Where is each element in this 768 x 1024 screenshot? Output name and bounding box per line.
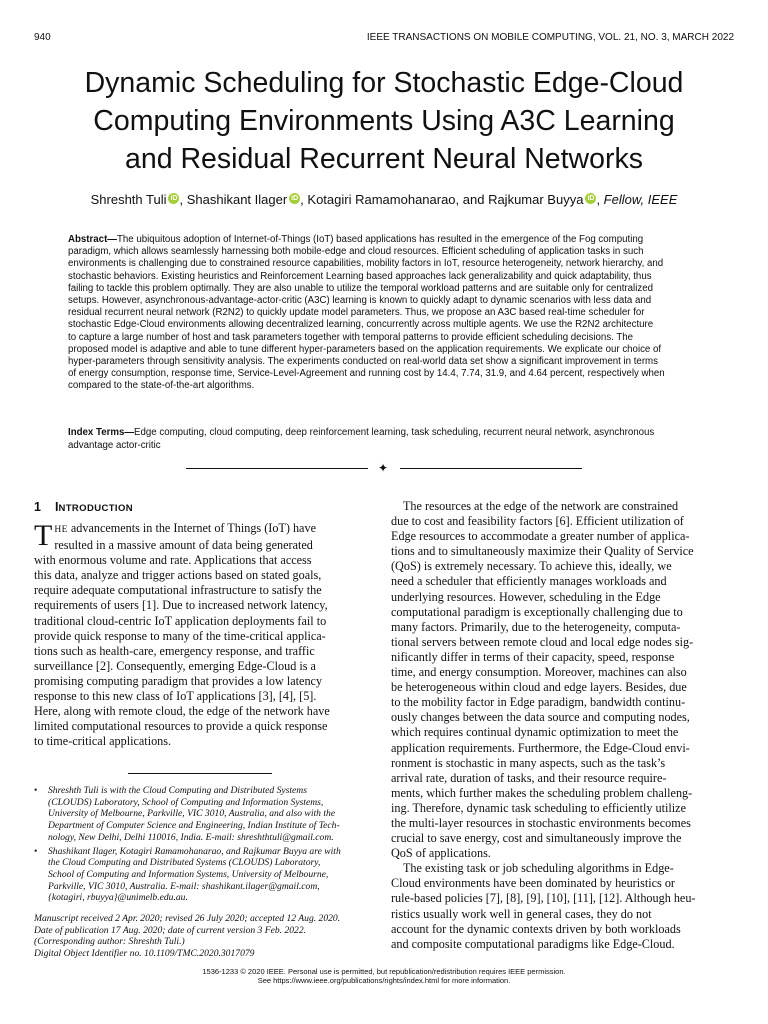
body-line: to time-critical applications.: [34, 734, 172, 749]
abstract-line: residual recurrent neural network (R2N2) to quickly update model parameters. Thus, we propose an A3C based real-time scheduler for: [68, 307, 645, 319]
body-line: account for the dynamic contexts driven by both workloads: [391, 921, 681, 936]
body-line: limited computational resources to provide a quick response: [34, 719, 328, 734]
body-line: HE advancements in the Internet of Things (IoT) have: [54, 521, 316, 535]
body-line: promising computing paradigm that provides a low latency: [34, 673, 323, 688]
abstract-line: stochastic Edge-Cloud environments allowing decentralized learning, concurrently across multiple agents. We use the R2N2 architecture: [68, 319, 654, 331]
abstract-line: Abstract—The ubiquitous adoption of Internet-of-Things (IoT) based applications has resulted in the emergence of the Fog computing: [68, 234, 644, 245]
author-list: [20, 191, 748, 209]
body-line: application requirements. Furthermore, the Edge-Cloud envi-: [391, 740, 690, 755]
left-column-body: [34, 521, 377, 749]
abstract-line: compared to the state-of-the-art algorithms.: [68, 380, 255, 392]
body-line: tions such as health-care, emergency response, and traffic: [34, 643, 315, 658]
body-line: The existing task or job scheduling algorithms in Edge-: [391, 861, 674, 876]
footnote-line: Department of Computer Science and Engineering, Indian Institute of Tech-: [48, 820, 340, 832]
body-line: be heterogeneous within cloud and edge layers. Besides, due: [391, 680, 687, 695]
footnote-line: {kotagiri, rbuyya}@unimelb.edu.au.: [48, 892, 188, 904]
abstract-label: Abstract—: [68, 234, 117, 245]
body-line: nificantly differ in terms of their capacity, speed, response: [391, 649, 675, 664]
body-line: Edge resources to accommodate a greater number of applica-: [391, 529, 690, 544]
abstract-line: environments is challenging due to constrained resource capabilities, mobility factors in IoT, resource heterogeneity, network hierarchy, and: [68, 258, 664, 270]
author-separator: ,: [300, 192, 308, 207]
body-line: arrival rate, duration of tasks, and their resource require-: [391, 770, 667, 785]
copyright-line: 1536-1233 © 2020 IEEE. Personal use is permitted, but republication/redistribution requires IEEE permission.: [202, 967, 566, 976]
body-line: due to cost and feasibility factors [6]. Efficient utilization of: [391, 514, 684, 529]
section-title-initial: I: [54, 500, 59, 514]
body-line: ronment is stochastic in many aspects, such as the task’s: [391, 755, 666, 770]
title-line: and Residual Recurrent Neural Networks: [125, 143, 643, 175]
section-title-rest: NTRODUCTION: [58, 503, 134, 514]
footnote-rule: [128, 773, 272, 774]
index-terms: [68, 426, 728, 452]
abstract-line: to capture a large number of host and task parameters together with temporal patterns to provide efficient scheduling decisions. The: [68, 331, 634, 343]
body-line: computational paradigm is exceptionally challenging due to: [391, 604, 683, 619]
body-line: ments, which further makes the scheduling problem challeng-: [391, 785, 693, 800]
body-line: underlying resources. However, scheduling in the Edge: [391, 589, 661, 604]
footnote-line: Parkville, VIC 3010, Australia. E-mail: shashikant.ilager@gmail.com,: [48, 880, 320, 892]
body-line: tions and to simultaneously maximize their Quality of Service: [391, 544, 694, 559]
footnotes: [34, 785, 379, 960]
author-name: Shreshth Tuli: [90, 192, 167, 207]
body-line: crucial to save energy, cost and simultaneously improve the: [391, 831, 682, 846]
bullet-icon: •: [34, 785, 38, 796]
body-line: (QoS) is extremely necessary. To achieve this, ideally, we: [391, 559, 672, 574]
body-line: Cloud environments have been dominated by heuristics or: [391, 876, 675, 891]
author-separator: ,: [179, 192, 187, 207]
abstract-line: stochastic behaviors. Existing heuristics and Reinforcement Learning based approaches lack generalizability and quick adaptability, thus: [68, 270, 652, 282]
body-line: ously changes between the data source and computing nodes,: [391, 710, 690, 725]
body-line: time, and energy consumption. Moreover, machines can also: [391, 665, 687, 680]
body-line: ristics usually work well in general cases, they do not: [391, 906, 652, 921]
paper-title: [20, 64, 748, 178]
body-line: and composite computational paradigms like Edge-Cloud.: [391, 936, 675, 951]
body-line: provide quick response to many of the time-critical applica-: [34, 628, 326, 643]
manuscript-line: (Corresponding author: Shreshth Tuli.): [34, 936, 185, 948]
footnote: [34, 785, 379, 844]
body-line: which requires continual dynamic optimization to meet the: [391, 725, 679, 740]
body-line: to the mobility factor in Edge paradigm, bandwidth continu-: [391, 695, 686, 710]
body-line: ing. Therefore, dynamic task scheduling to efficiently utilize: [391, 800, 687, 815]
author-separator: ,: [596, 192, 604, 207]
body-line: QoS of applications.: [391, 846, 491, 861]
copyright-notice: [0, 967, 768, 985]
page-number: 940: [34, 32, 51, 43]
manuscript-line: Manuscript received 2 Apr. 2020; revised 26 July 2020; accepted 12 Aug. 2020.: [34, 913, 341, 925]
footnote-line: Shashikant Ilager, Kotagiri Ramamohanarao, and Rajkumar Buyya are with: [48, 845, 341, 857]
abstract-line: of energy consumption, response time, Service-Level-Agreement and running cost by 14.4, 7.74, 31.9, and 4.64 percent, respectively when: [68, 368, 665, 380]
body-line: with enormous volume and rate. Applications that access: [34, 553, 312, 568]
footnote-line: Shreshth Tuli is with the Cloud Computing and Distributed Systems: [48, 785, 307, 796]
abstract-line: paradigm, which allows seamlessly harnessing both mobile-edge and cloud resources. Efficient scheduling of application tasks in such: [68, 246, 644, 258]
body-line: this data, analyze and trigger actions based on stated goals,: [34, 568, 322, 583]
section-heading: [34, 500, 133, 514]
body-line: Here, along with remote cloud, the edge of the network have: [34, 704, 330, 719]
footnote-line: nology, New Delhi, Delhi 110016, India. E-mail: shreshthtuli@gmail.com.: [48, 831, 334, 843]
body-line: need a scheduler that efficiently manages workloads and: [391, 574, 667, 589]
drop-cap: T: [34, 519, 53, 552]
body-line: rule-based policies [7], [8], [9], [10], [11], [12]. Although heu-: [391, 891, 696, 906]
title-line: Computing Environments Using A3C Learning: [93, 105, 675, 137]
divider-line: [400, 468, 582, 469]
body-line: surveillance [2]. Consequently, emerging Edge-Cloud is a: [34, 658, 316, 673]
index-terms-label: Index Terms—: [68, 427, 135, 438]
section-number: 1: [34, 500, 41, 514]
right-column-body: [391, 499, 734, 952]
abstract-line: setups. However, asynchronous-advantage-actor-critic (A3C) learning is known to quickly adapt to dynamic scenarios with less data and: [68, 295, 652, 307]
section-divider: [186, 458, 582, 478]
author-fellow: Fellow, IEEE: [603, 192, 678, 207]
manuscript-info: [34, 913, 379, 960]
body-line: resulted in a massive amount of data being generated: [54, 538, 313, 553]
body-line: response to this new class of IoT applications [3], [4], [5].: [34, 689, 317, 704]
footnote-line: School of Computing and Information Systems, University of Melbourne,: [48, 868, 329, 880]
bullet-icon: •: [34, 845, 38, 857]
abstract-line: hyper-parameters through sensitivity analysis. The experiments conducted on real-world data set show a significant improvement in terms: [68, 356, 658, 368]
diamond-icon: ✦: [377, 461, 389, 475]
footnote-line: the Cloud Computing and Distributed Systems (CLOUDS) Laboratory,: [48, 857, 321, 869]
body-line: The resources at the edge of the network are constrained: [391, 499, 679, 513]
copyright-link-line[interactable]: See https://www.ieee.org/publications/rights/index.html for more information.: [257, 976, 511, 985]
author-name: Kotagiri Ramamohanarao, and Rajkumar Buyya: [307, 192, 584, 207]
body-line: require adequate computational infrastructure to satisfy the: [34, 583, 322, 598]
body-line: many factors. Primarily, due to the heterogeneity, computa-: [391, 619, 681, 634]
body-line: the multi-layer resources in stochastic environments becomes: [391, 815, 691, 830]
footnote-line: University of Melbourne, Parkville, VIC 3010, Australia, and also with the: [48, 808, 336, 820]
journal-header: IEEE TRANSACTIONS ON MOBILE COMPUTING, VOL. 21, NO. 3, MARCH 2022: [366, 32, 734, 43]
body-line: traditional cloud-centric IoT application deployments fail to: [34, 613, 327, 628]
title-line: Dynamic Scheduling for Stochastic Edge-Cloud: [84, 67, 684, 99]
index-terms-line: advantage actor-critic: [68, 440, 161, 451]
manuscript-line: Date of publication 17 Aug. 2020; date of current version 3 Feb. 2022.: [34, 924, 307, 936]
footnote-line: (CLOUDS) Laboratory, School of Computing and Information Systems,: [48, 796, 324, 808]
abstract-line: failing to tackle this problem optimally. They are also unable to utilize the temporal workload patterns and are suitable only for centralized: [68, 282, 653, 294]
orcid-icon[interactable]: iD: [291, 195, 299, 202]
index-terms-line: Index Terms—Edge computing, cloud computing, deep reinforcement learning, task scheduling, recurrent neural network, asynchronous: [68, 427, 655, 438]
orcid-icon[interactable]: iD: [170, 195, 178, 202]
divider-line: [186, 468, 368, 469]
body-line: requirements of users [1]. Due to increased network latency,: [34, 598, 328, 613]
body-line: tional servers between remote cloud and local edge nodes sig-: [391, 634, 694, 649]
orcid-icon[interactable]: iD: [587, 195, 595, 202]
abstract-line: proposed model is adaptive and able to tune different hyper-parameters based on the application requirements. We explicate our choice of: [68, 343, 662, 355]
footnote: [34, 846, 379, 905]
abstract: [68, 234, 728, 393]
author-name: Shashikant Ilager: [186, 192, 288, 207]
doi-line[interactable]: Digital Object Identifier no. 10.1109/TMC.2020.3017079: [34, 948, 255, 960]
